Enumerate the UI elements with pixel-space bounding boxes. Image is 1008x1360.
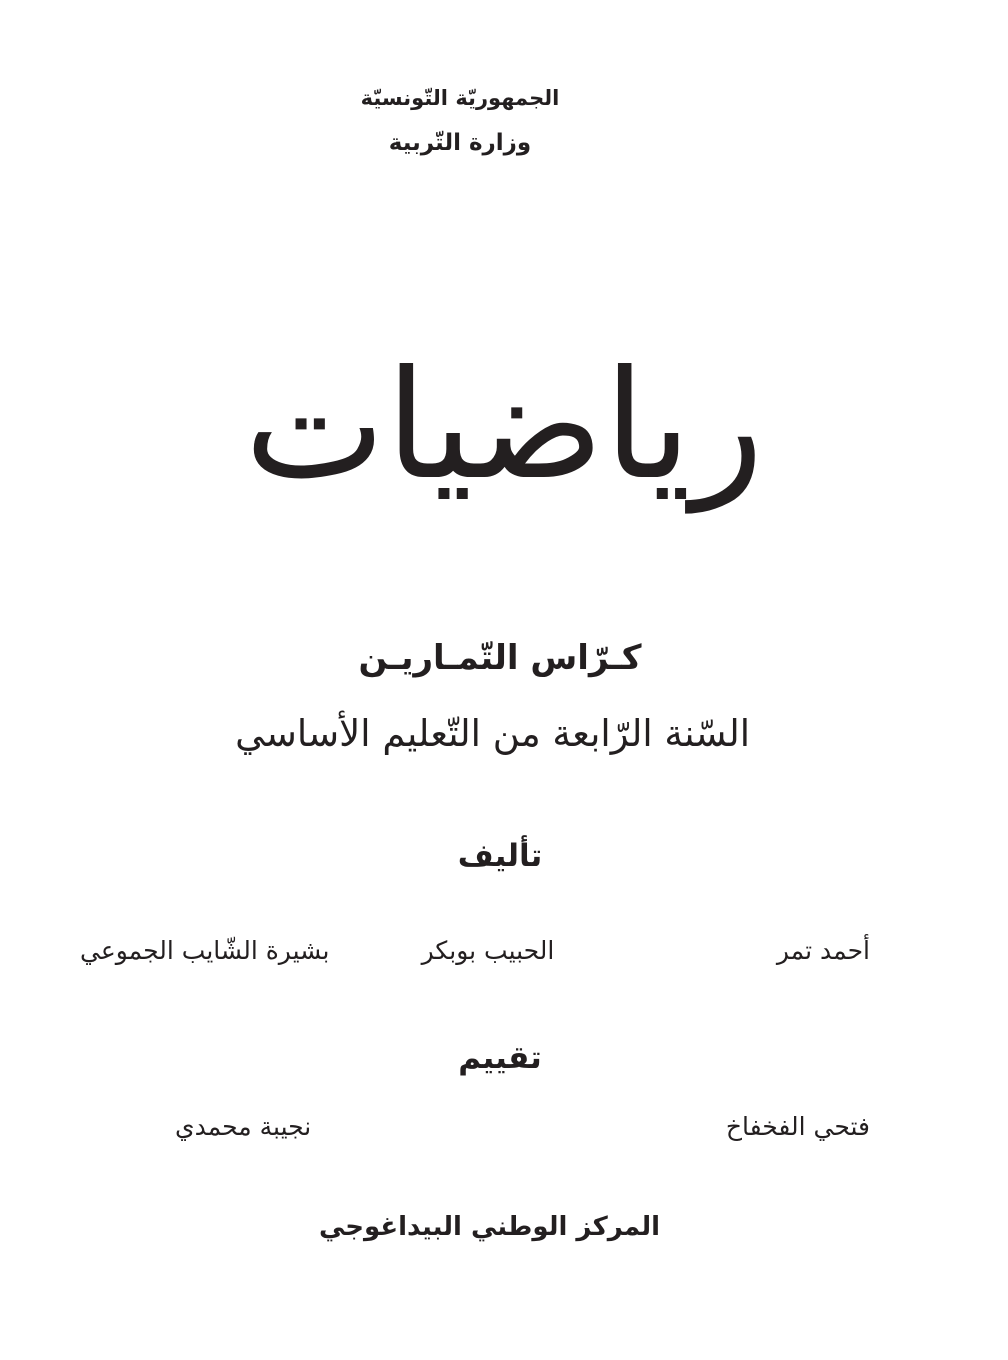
book-subtitle: كـرّاس التّمـاريـن [358, 638, 642, 678]
review-heading: تقييم [458, 1040, 542, 1076]
publisher-name: المركز الوطني البيداغوجي [319, 1212, 660, 1242]
book-title: رياضيات [244, 339, 764, 513]
author-name: بشيرة الشّايب الجموعي [80, 936, 330, 965]
reviewer-name: فتحي الفخفاخ [725, 1112, 870, 1141]
author-name: الحبيب بوبكر [421, 936, 555, 965]
authors-heading: تأليف [457, 838, 543, 874]
author-name: أحمد تمر [776, 936, 870, 965]
ministry-name: وزارة التّربية [388, 130, 532, 156]
reviewer-name: نجيبة محمدي [175, 1112, 312, 1141]
country-name: الجمهوريّة التّونسيّة [360, 86, 560, 110]
grade-level: السّنة الرّابعة من التّعليم الأساسي [235, 712, 750, 755]
